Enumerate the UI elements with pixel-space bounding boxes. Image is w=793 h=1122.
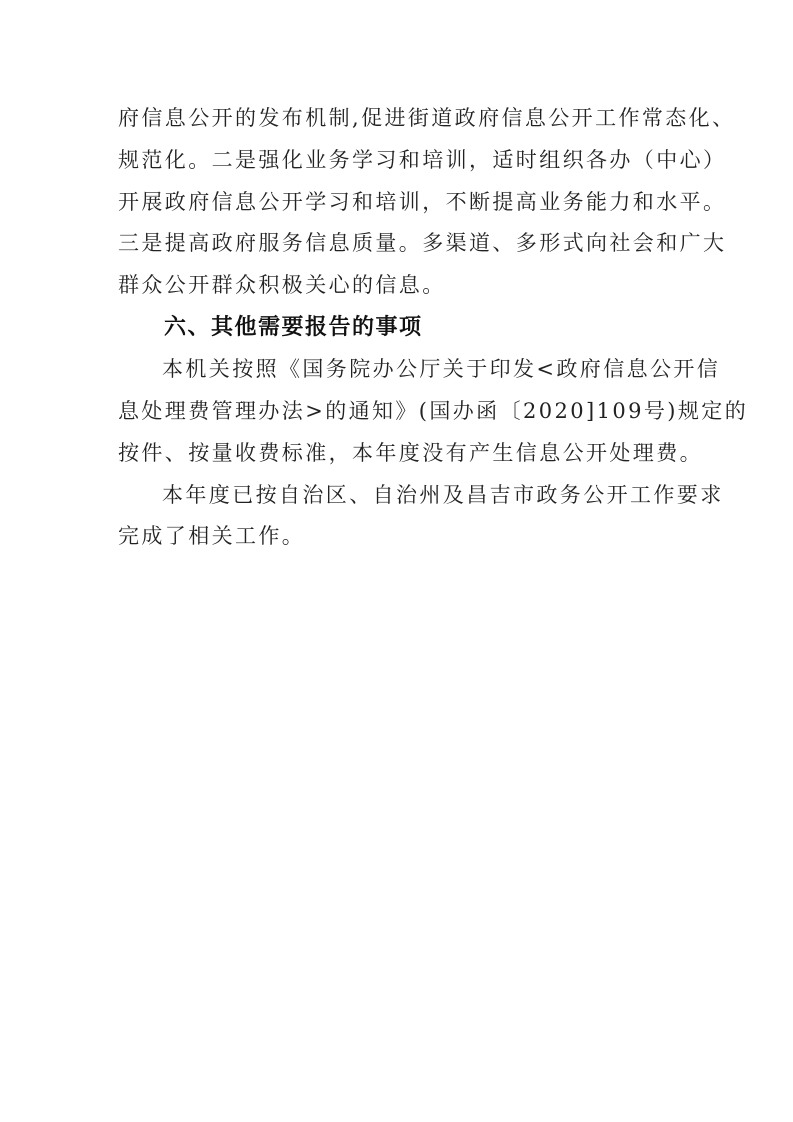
body-text-line: 府信息公开的发布机制,促进街道政府信息公开工作常态化、 [118, 106, 736, 130]
body-text-line: 息处理费管理办法>的通知》(国办函〔2020]109号)规定的 [118, 399, 749, 423]
body-text-line: 本机关按照《国务院办公厅关于印发<政府信息公开信 [162, 357, 721, 381]
body-text-line: 完成了相关工作。 [118, 524, 306, 548]
body-text-line: 开展政府信息公开学习和培训，不断提高业务能力和水平。 [118, 190, 727, 214]
body-text-line: 群众公开群众积极关心的信息。 [118, 273, 446, 297]
section-heading: 六、其他需要报告的事项 [164, 315, 423, 340]
body-text-line: 规范化。二是强化业务学习和培训，适时组织各办（中心） [118, 148, 727, 172]
body-text-line: 三是提高政府服务信息质量。多渠道、多形式向社会和广大 [118, 231, 727, 255]
body-text-line: 本年度已按自治区、自治州及昌吉市政务公开工作要求 [162, 483, 724, 507]
body-text-line: 按件、按量收费标准，本年度没有产生信息公开处理费。 [118, 441, 703, 465]
